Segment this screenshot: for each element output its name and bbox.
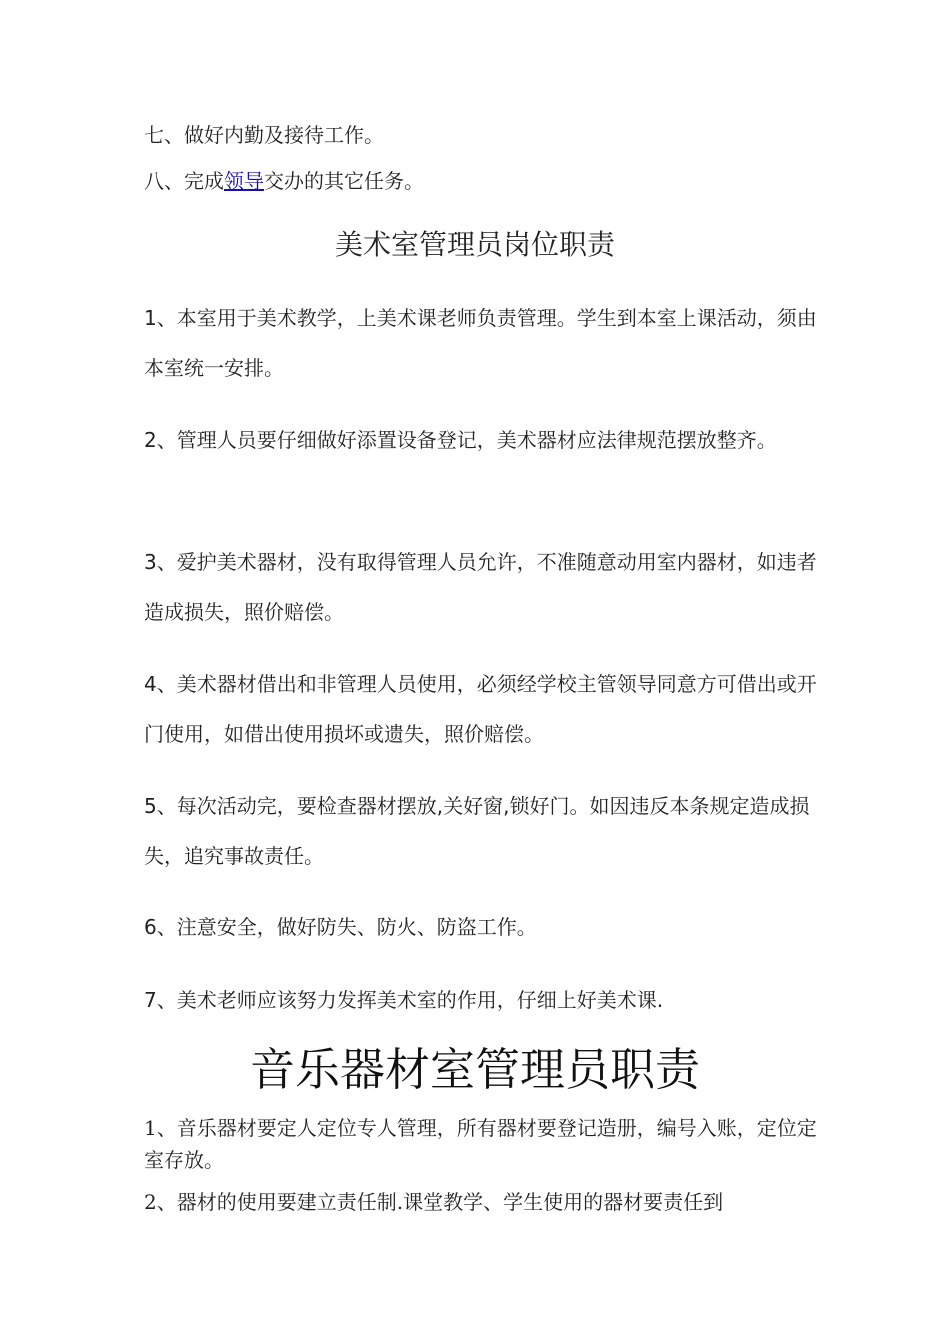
art-rule-5: 5、每次活动完，要检查器材摆放,关好窗,锁好门。如因违反本条规定造成损失，追究事故责任。 bbox=[144, 794, 810, 868]
duty-item-8-prefix: 八、完成 bbox=[144, 169, 224, 193]
art-rule-1: 1、本室用于美术教学，上美术课老师负责管理。学生到本室上课活动，须由本室统一安排。 bbox=[144, 306, 817, 380]
art-rule-4: 4、美术器材借出和非管理人员使用，必须经学校主管领导同意方可借出或开门使用，如借出使用损坏或遗失，照价赔偿。 bbox=[144, 672, 817, 746]
art-rule-3: 3、爱护美术器材，没有取得管理人员允许，不准随意动用室内器材，如违者造成损失，照价赔偿。 bbox=[144, 550, 817, 624]
art-room-heading: 美术室管理员岗位职责 bbox=[334, 228, 615, 261]
art-rule-2: 2、管理人员要仔细做好添置设备登记，美术器材应法律规范摆放整齐。 bbox=[144, 428, 777, 452]
music-rule-1: 1、音乐器材要定人定位专人管理，所有器材要登记造册，编号入账，定位定室存放。 bbox=[144, 1116, 817, 1172]
music-rule-2: 2、器材的使用要建立责任制.课堂教学、学生使用的器材要责任到 bbox=[144, 1190, 724, 1214]
duty-item-8-suffix: 交办的其它任务。 bbox=[264, 169, 424, 193]
music-room-heading: 音乐器材室管理员职责 bbox=[249, 1043, 700, 1096]
art-rule-6: 6、注意安全，做好防失、防火、防盗工作。 bbox=[144, 915, 537, 939]
leader-link[interactable]: 领导 bbox=[224, 169, 264, 193]
duty-item-7: 七、做好内勤及接待工作。 bbox=[144, 123, 384, 147]
art-rule-7: 7、美术老师应该努力发挥美术室的作用，仔细上好美术课. bbox=[144, 988, 664, 1012]
duty-item-8 bbox=[144, 167, 424, 195]
